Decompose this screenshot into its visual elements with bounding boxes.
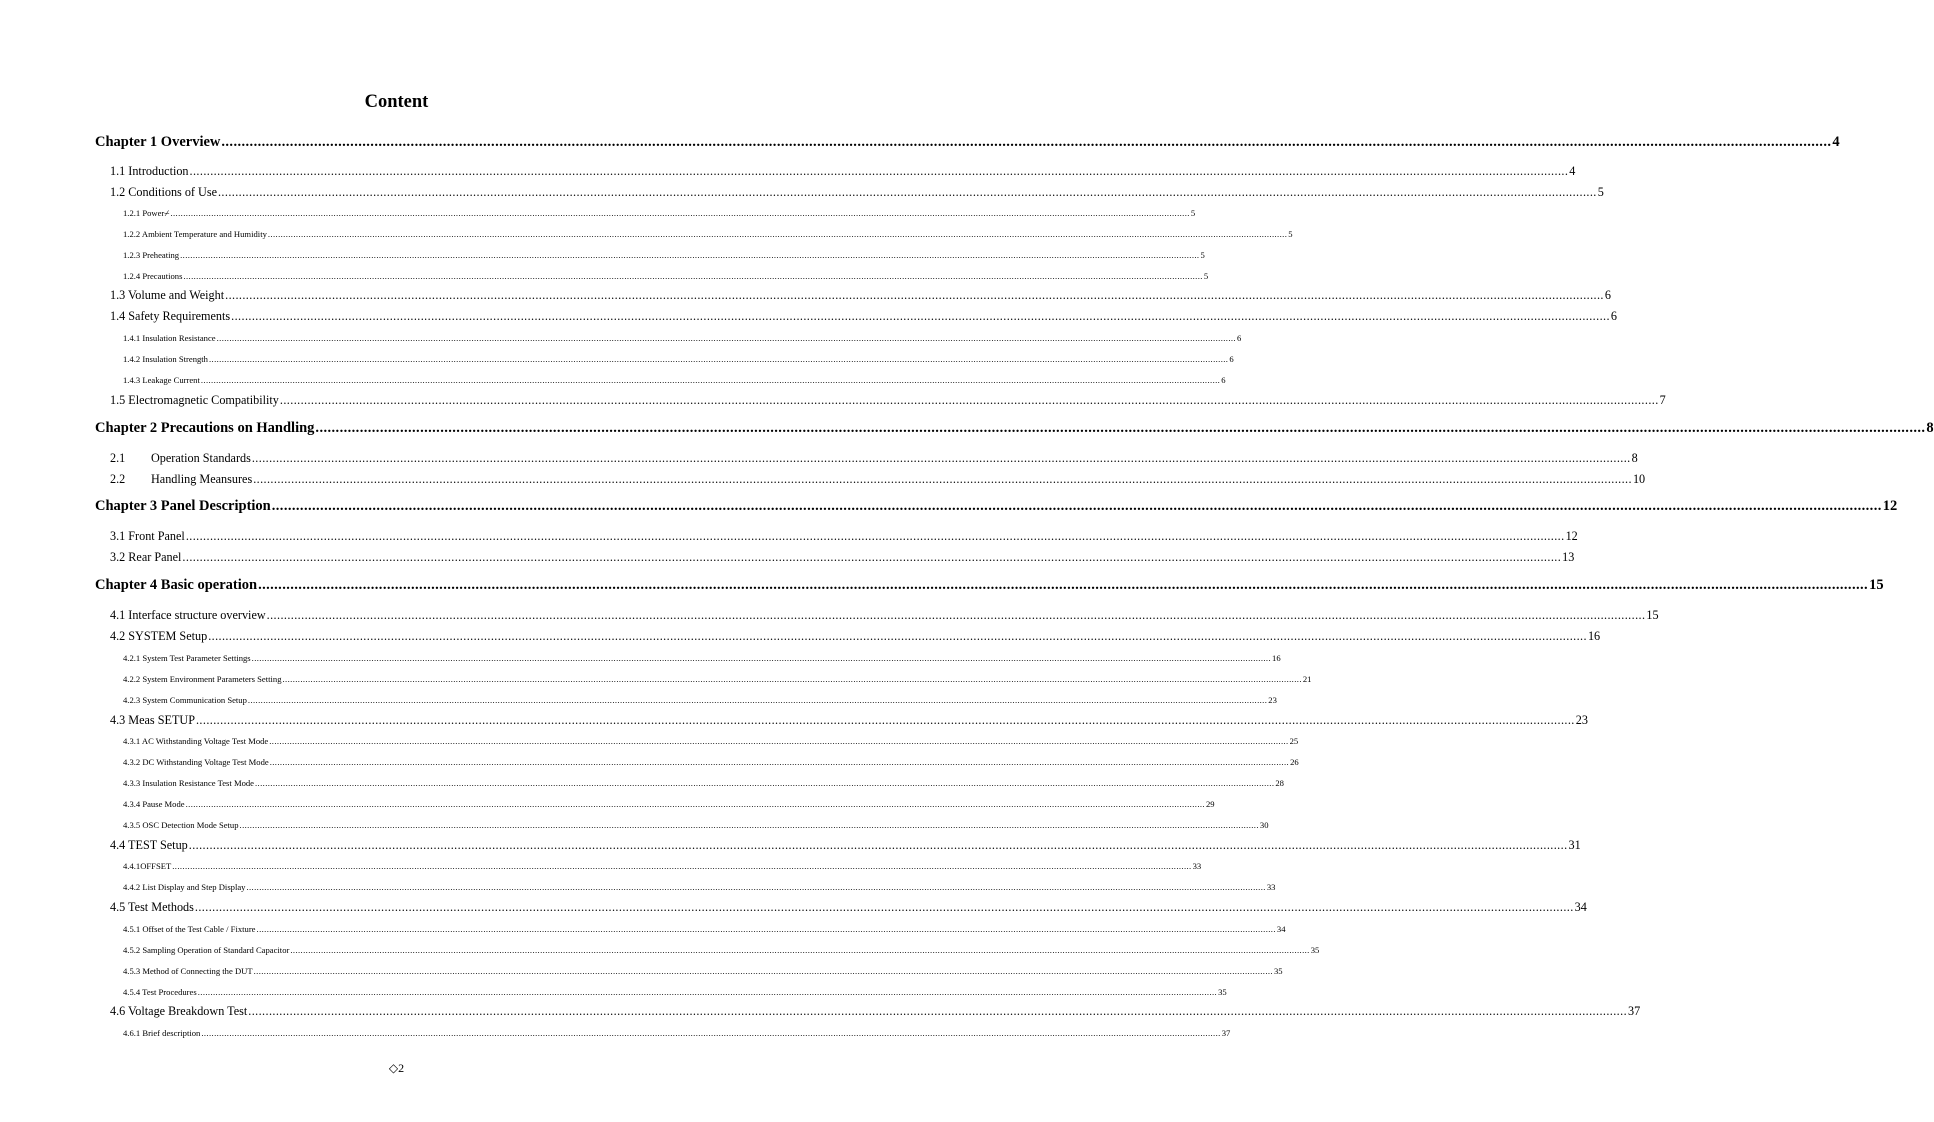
toc-entry-label: [110, 529, 185, 544]
toc-entry-label: [95, 420, 314, 437]
dot-leader: ................................................................................................................................................................................................................................................................................................................................................................................................................: [208, 353, 1229, 364]
dot-leader: ................................................................................................................................................................................................................................................................................................................................................................................................................: [216, 332, 1236, 343]
toc-entry[interactable]: [0, 353, 1234, 364]
dot-leader: ................................................................................................................................................................................................................................................................................................................................................................................................................: [269, 756, 1290, 767]
dot-leader: ................................................................................................................................................................................................................................................................................................................................................................................................................: [194, 899, 1574, 914]
toc-entry[interactable]: [0, 1003, 1641, 1019]
dot-leader: ................................................................................................................................................................................................................................................................................................................................................................................................................: [267, 228, 1288, 239]
toc-entry-label: [123, 736, 268, 746]
dot-leader: ................................................................................................................................................................................................................................................................................................................................................................................................................: [195, 712, 1575, 727]
toc-entry-page: 12: [1882, 497, 1898, 514]
toc-entry[interactable]: [0, 652, 1281, 663]
toc-entry-page: 4: [1832, 133, 1840, 150]
toc-entry[interactable]: [0, 497, 1898, 515]
toc-entry[interactable]: [0, 332, 1242, 343]
toc-entry-page: 8: [1631, 450, 1638, 465]
dot-leader: ................................................................................................................................................................................................................................................................................................................................................................................................................: [208, 628, 1587, 643]
toc-entry-title: 1.5 Electromagnetic Compatibility: [110, 392, 279, 407]
toc-entry-page: 16: [1587, 628, 1601, 643]
toc-entry-title: 1.2.1 Power⌿: [123, 207, 170, 218]
dot-leader: ................................................................................................................................................................................................................................................................................................................................................................................................................: [246, 881, 1266, 892]
toc-entry[interactable]: [0, 798, 1215, 809]
toc-entry-page: 15: [1646, 607, 1659, 622]
toc-entry-label: [123, 674, 282, 684]
toc-entry-label: [110, 629, 207, 644]
dot-leader: ................................................................................................................................................................................................................................................................................................................................................................................................................: [239, 819, 1259, 830]
toc-entry-title: 1.3 Volume and Weight: [110, 287, 225, 302]
toc-entry-label: [123, 987, 197, 997]
toc-entry-title: 4.3.3 Insulation Resistance Test Mode: [123, 777, 254, 788]
toc-entry[interactable]: [0, 450, 1638, 466]
toc-entry-title: Operation Standards: [151, 450, 251, 465]
toc-entry-page: 21: [1302, 673, 1312, 684]
toc-entry[interactable]: [0, 374, 1226, 385]
dot-leader: ................................................................................................................................................................................................................................................................................................................................................................................................................: [189, 163, 1569, 178]
toc-entry-label: [123, 820, 239, 830]
toc-entry-page: 34: [1574, 899, 1587, 914]
dot-leader: ................................................................................................................................................................................................................................................................................................................................................................................................................: [183, 270, 1203, 281]
toc-entry-page: 29: [1205, 798, 1215, 809]
dot-leader: ................................................................................................................................................................................................................................................................................................................................................................................................................: [231, 308, 1610, 323]
toc-entry-title: 1.4.2 Insulation Strength: [123, 353, 208, 364]
toc-entry-label: [123, 271, 182, 281]
toc-entry-title: 4.1 Interface structure overview: [110, 607, 266, 622]
toc-entry-title: 4.2.2 System Environment Parameters Setting: [123, 673, 282, 684]
toc-entry-page: 37: [1628, 1003, 1641, 1018]
toc-entry-page: 5: [1200, 249, 1205, 260]
toc-entry-title: 1.4 Safety Requirements: [110, 308, 231, 323]
page-number: ◇2: [388, 1061, 405, 1075]
toc-entry-label: [123, 653, 251, 663]
toc-entry-label: [110, 164, 189, 179]
dot-leader: ................................................................................................................................................................................................................................................................................................................................................................................................................: [282, 673, 1302, 684]
toc-entry-page: 15: [1869, 576, 1884, 593]
toc-entry-title: 4.5 Test Methods: [110, 899, 194, 914]
toc-entry-label: [123, 799, 185, 809]
dot-leader: ................................................................................................................................................................................................................................................................................................................................................................................................................: [253, 965, 1273, 976]
toc-entry[interactable]: [0, 944, 1320, 955]
toc-entry-number: 2.2: [110, 471, 126, 486]
dot-leader: ................................................................................................................................................................................................................................................................................................................................................................................................................: [180, 249, 1200, 260]
toc-entry-title: 4.4.1OFFSET: [123, 860, 172, 871]
dot-leader: ................................................................................................................................................................................................................................................................................................................................................................................................................: [315, 419, 1926, 436]
toc-entry-label: [110, 309, 230, 324]
toc-entry-label: [110, 550, 181, 565]
toc-entry[interactable]: [0, 287, 1611, 303]
toc-entry-label: [123, 333, 216, 343]
toc-entry-page: 10: [1632, 471, 1646, 486]
toc-entry-label: [123, 208, 169, 219]
toc-entry-label: [123, 966, 253, 976]
toc-entry-label: [123, 757, 269, 767]
toc-entry[interactable]: [0, 549, 1575, 565]
dot-leader: ................................................................................................................................................................................................................................................................................................................................................................................................................: [255, 777, 1275, 788]
toc-entry[interactable]: [0, 860, 1202, 871]
toc-entry[interactable]: [0, 528, 1578, 544]
dot-leader: ................................................................................................................................................................................................................................................................................................................................................................................................................: [172, 860, 1192, 871]
toc-entry-label: [123, 882, 245, 892]
toc-entry-label: [110, 1004, 247, 1019]
dot-leader: ................................................................................................................................................................................................................................................................................................................................................................................................................: [221, 133, 1832, 150]
toc-entry-page: 6: [1236, 332, 1242, 343]
toc-entry[interactable]: [0, 756, 1299, 767]
dot-leader: ................................................................................................................................................................................................................................................................................................................................................................................................................: [248, 1003, 1628, 1018]
toc-entry-page: 33: [1266, 881, 1276, 892]
toc-entry-title: 1.1 Introduction: [110, 163, 189, 178]
toc-entry-page: 16: [1272, 652, 1281, 663]
toc-entry[interactable]: [0, 163, 1576, 179]
toc-entry-page: 6: [1604, 287, 1611, 302]
toc-entry-title: 1.2 Conditions of Use: [110, 184, 217, 199]
toc-entry-title: 4.6 Voltage Breakdown Test: [110, 1003, 248, 1018]
toc-entry[interactable]: [0, 837, 1581, 853]
toc-entry-label: [123, 861, 171, 871]
toc-entry[interactable]: [0, 819, 1269, 830]
toc-entry-title: 4.3.2 DC Withstanding Voltage Test Mode: [123, 756, 269, 767]
toc-entry-title: 1.4.3 Leakage Current: [123, 374, 200, 385]
dot-leader: ................................................................................................................................................................................................................................................................................................................................................................................................................: [185, 798, 1205, 809]
dot-leader: ................................................................................................................................................................................................................................................................................................................................................................................................................: [201, 1027, 1221, 1038]
toc-entry[interactable]: [0, 923, 1286, 934]
toc-entry-title: 4.2.3 System Communication Setup: [123, 694, 247, 705]
toc-entry-page: 5: [1597, 184, 1604, 199]
toc-entry-label: [123, 924, 256, 934]
toc-entry-title: 4.5.2 Sampling Operation of Standard Capacitor: [123, 944, 290, 955]
toc-entry-label: [110, 288, 224, 303]
toc-entry-title: 4.2 SYSTEM Setup: [110, 628, 208, 643]
dot-leader: ................................................................................................................................................................................................................................................................................................................................................................................................................: [188, 837, 1568, 852]
toc-entry[interactable]: [0, 965, 1283, 976]
toc-entry-page: 25: [1289, 735, 1299, 746]
toc-entry-label: [123, 250, 179, 260]
toc-entry-page: 31: [1568, 837, 1581, 852]
dot-leader: ................................................................................................................................................................................................................................................................................................................................................................................................................: [170, 207, 1190, 218]
dot-leader: ................................................................................................................................................................................................................................................................................................................................................................................................................: [225, 287, 1604, 302]
dot-leader: ................................................................................................................................................................................................................................................................................................................................................................................................................: [269, 735, 1289, 746]
toc-entry[interactable]: [0, 673, 1312, 684]
toc-entry-title: 1.4.1 Insulation Resistance: [123, 332, 216, 343]
toc-entry-label: [95, 498, 271, 515]
toc-entry-label: [123, 945, 289, 955]
toc-entry-title: 4.5.1 Offset of the Test Cable / Fixture: [123, 923, 256, 934]
dot-leader: ................................................................................................................................................................................................................................................................................................................................................................................................................: [247, 694, 1268, 705]
toc-entry-label: [123, 1028, 200, 1038]
toc-entry[interactable]: [0, 628, 1601, 644]
toc-entry[interactable]: [0, 576, 1884, 594]
toc-entry-page: 5: [1203, 270, 1209, 281]
toc-entry-page: 23: [1268, 694, 1277, 705]
toc-entry-page: 33: [1192, 860, 1202, 871]
toc-entry-page: 5: [1288, 228, 1293, 239]
toc-entry-label: [123, 229, 267, 239]
toc-entry[interactable]: [0, 228, 1293, 239]
dot-leader: ................................................................................................................................................................................................................................................................................................................................................................................................................: [200, 374, 1221, 385]
toc-entry-page: 6: [1221, 374, 1226, 385]
toc-entry[interactable]: [0, 712, 1588, 728]
toc-entry-label: [110, 900, 194, 915]
toc-entry[interactable]: [0, 270, 1209, 281]
toc-entry-title: 3.2 Rear Panel: [110, 549, 182, 564]
toc-entry-title: 4.5.4 Test Procedures: [123, 986, 197, 997]
toc-entry-page: 7: [1659, 392, 1666, 407]
toc-entry[interactable]: [0, 133, 1840, 151]
toc-entry-label: [95, 134, 220, 151]
toc-entry-page: 6: [1610, 308, 1617, 323]
toc-entry-title: 1.2.3 Preheating: [123, 249, 180, 260]
toc-entry[interactable]: [0, 694, 1277, 705]
toc-entry[interactable]: [0, 1027, 1231, 1038]
toc-entry[interactable]: [0, 735, 1299, 746]
dot-leader: ................................................................................................................................................................................................................................................................................................................................................................................................................: [197, 986, 1218, 997]
dot-leader: ................................................................................................................................................................................................................................................................................................................................................................................................................: [279, 392, 1659, 407]
dot-leader: ................................................................................................................................................................................................................................................................................................................................................................................................................: [271, 497, 1882, 514]
dot-leader: ................................................................................................................................................................................................................................................................................................................................................................................................................: [185, 528, 1565, 543]
toc-entry-label: [110, 451, 251, 466]
toc-entry[interactable]: [0, 471, 1646, 487]
toc-entry-label: [123, 695, 247, 705]
dot-leader: ................................................................................................................................................................................................................................................................................................................................................................................................................: [258, 576, 1869, 593]
toc-entry[interactable]: [0, 777, 1284, 788]
toc-entry[interactable]: [0, 607, 1659, 623]
toc-entry-page: 30: [1259, 819, 1269, 830]
toc-entry-number: 2.1: [110, 450, 126, 465]
dot-leader: ................................................................................................................................................................................................................................................................................................................................................................................................................: [251, 652, 1272, 663]
toc-entry-title: 4.3.5 OSC Detection Mode Setup: [123, 819, 239, 830]
dot-leader: ................................................................................................................................................................................................................................................................................................................................................................................................................: [253, 471, 1632, 486]
toc-entry-title: 1.2.2 Ambient Temperature and Humidity: [123, 228, 267, 239]
toc-entry[interactable]: [0, 899, 1587, 915]
toc-entry-title: 4.2.1 System Test Parameter Settings: [123, 652, 251, 663]
toc-entry[interactable]: [0, 881, 1276, 892]
toc-entry-page: 35: [1273, 965, 1283, 976]
toc-entry-page: 12: [1565, 528, 1578, 543]
toc-entry-label: [110, 472, 252, 487]
toc-entry-title: Chapter 2 Precautions on Handling: [95, 419, 315, 436]
toc-entry-title: 3.1 Front Panel: [110, 528, 185, 543]
toc-entry[interactable]: [0, 419, 1934, 437]
toc-entry-page: 8: [1926, 419, 1934, 436]
toc-entry-page: 6: [1229, 353, 1234, 364]
toc-entry[interactable]: [0, 207, 1196, 219]
toc-entry-label: [123, 778, 254, 788]
toc-entry-page: 28: [1275, 777, 1284, 788]
toc-entry-page: 26: [1290, 756, 1299, 767]
toc-entry-label: [110, 393, 279, 408]
dot-leader: ................................................................................................................................................................................................................................................................................................................................................................................................................: [217, 184, 1597, 199]
dot-leader: ................................................................................................................................................................................................................................................................................................................................................................................................................: [256, 923, 1276, 934]
toc-entry[interactable]: [0, 392, 1666, 408]
toc-entry-label: [110, 185, 217, 200]
toc-entry-title: 4.4 TEST Setup: [110, 837, 188, 852]
dot-leader: ................................................................................................................................................................................................................................................................................................................................................................................................................: [251, 450, 1631, 465]
toc-entry-label: [110, 608, 266, 623]
toc-entry-page: 4: [1569, 163, 1576, 178]
toc-entry-page: 13: [1562, 549, 1575, 564]
toc-entry[interactable]: [0, 184, 1604, 200]
dot-leader: ................................................................................................................................................................................................................................................................................................................................................................................................................: [182, 549, 1562, 564]
toc-entry-title: Handling Meansures: [151, 471, 253, 486]
toc-entry-title: 4.3.1 AC Withstanding Voltage Test Mode: [123, 735, 269, 746]
toc-entry-title: Chapter 1 Overview: [95, 133, 221, 150]
dot-leader: ................................................................................................................................................................................................................................................................................................................................................................................................................: [266, 607, 1646, 622]
toc-entry-page: 35: [1218, 986, 1227, 997]
toc-entry-title: Chapter 3 Panel Description: [95, 497, 271, 514]
toc-entry-label: [95, 577, 257, 594]
toc-entry[interactable]: [0, 308, 1617, 324]
toc-entry-title: 4.5.3 Method of Connecting the DUT: [123, 965, 253, 976]
toc-entry-title: Chapter 4 Basic operation: [95, 576, 258, 593]
toc-entry-label: [110, 713, 195, 728]
toc-entry-title: 4.3.4 Pause Mode: [123, 798, 185, 809]
toc-entry[interactable]: [0, 249, 1205, 260]
toc-entry-label: [123, 354, 208, 364]
toc-entry-title: 4.6.1 Brief description: [123, 1027, 201, 1038]
toc-entry-title: 4.3 Meas SETUP: [110, 712, 195, 727]
toc-entry-title: 4.4.2 List Display and Step Display: [123, 881, 246, 892]
toc-entry[interactable]: [0, 986, 1227, 997]
page-title: Content: [364, 92, 429, 112]
toc-entry-page: 37: [1221, 1027, 1231, 1038]
dot-leader: ................................................................................................................................................................................................................................................................................................................................................................................................................: [290, 944, 1310, 955]
toc-entry-label: [110, 838, 188, 853]
toc-entry-page: 23: [1575, 712, 1588, 727]
toc-entry-title: 1.2.4 Precautions: [123, 270, 183, 281]
toc-entry-page: 34: [1276, 923, 1286, 934]
toc-entry-label: [123, 375, 200, 385]
toc-entry-page: 5: [1190, 207, 1196, 218]
toc-entry-page: 35: [1310, 944, 1320, 955]
